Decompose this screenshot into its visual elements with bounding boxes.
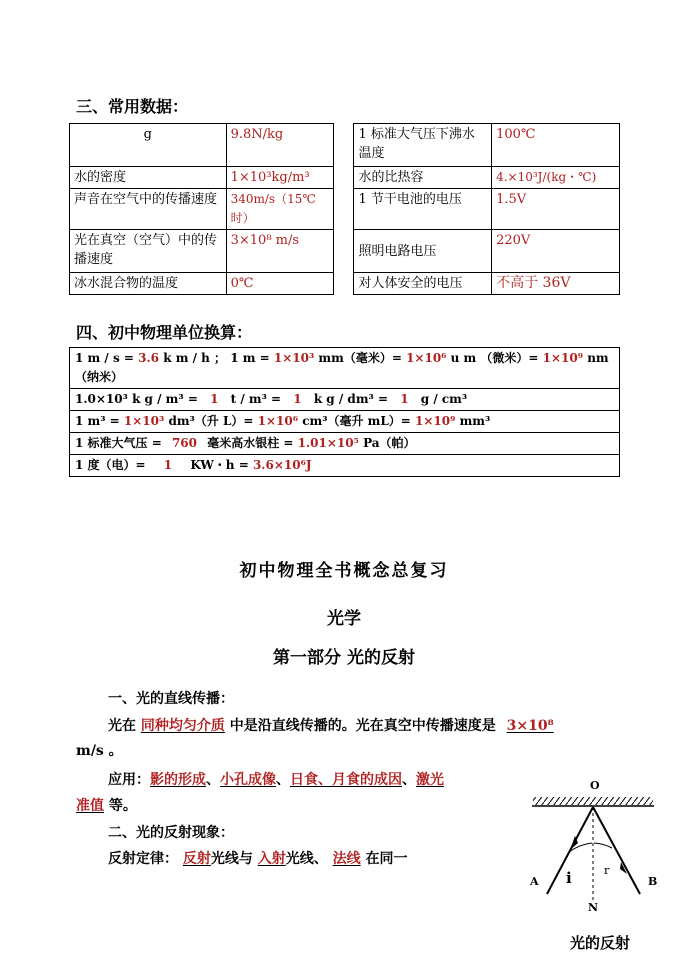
label-cell: 水的比热容 [354, 167, 492, 189]
label-cell: 冰水混合物的温度 [70, 273, 227, 295]
table-row [70, 455, 620, 477]
mirror-hatching [533, 797, 653, 805]
table-row [70, 124, 620, 167]
law-line: 反射定律： 反射光线与 入射光线、 法线 在同一 [108, 851, 408, 867]
value-cell: 4.×10³J/(kg・℃) [492, 167, 620, 189]
blank-app-1: 影的形成 [150, 772, 206, 788]
blank-app-3: 日食、月食的成因 [290, 772, 402, 788]
label-cell: 1 节干电池的电压 [354, 189, 492, 230]
label-cell: 光在真空（空气）中的传播速度 [70, 230, 227, 273]
reflection-diagram [520, 770, 680, 930]
table-row [70, 389, 620, 411]
blank-app-4: 激光 [416, 772, 444, 788]
figure-caption: 光的反射 [569, 934, 630, 952]
value-cell: 9.8N/kg [226, 124, 333, 167]
label-a: A [530, 875, 539, 888]
units-row-2: 1.0×10³ k g / m³ = 1 t / m³ = 1 k g / dm³ = 1 g / cm³ [70, 389, 620, 411]
subject-title: 光学 [327, 609, 361, 629]
table-row [70, 167, 620, 189]
s2-heading: 二、光的反射现象： [108, 825, 234, 841]
label-r: r [604, 864, 610, 877]
page-title: 初中物理全书概念总复习 [239, 561, 449, 581]
table-row [70, 273, 620, 295]
value-cell: 不高于 36V [492, 273, 620, 295]
value-cell: 340m/s（15℃时） [226, 189, 333, 230]
blank-law-3: 法线 [332, 851, 361, 867]
s1-line1: 光在 同种均匀介质 中是沿直线传播的。光在真空中传播速度是 3×10⁸ [108, 716, 628, 736]
blank-app-2: 小孔成像 [220, 772, 276, 788]
blank-law-2: 入射 [257, 851, 286, 867]
blank-app-5: 准值 [76, 798, 104, 814]
table-row [70, 189, 620, 230]
label-cell: 对人体安全的电压 [354, 273, 492, 295]
value-cell: 3×10⁸ m/s [226, 230, 333, 273]
table-row [70, 433, 620, 455]
s1-line2: m/s 。 [76, 743, 123, 759]
blank-law-1: 反射 [182, 851, 211, 867]
table-row [70, 411, 620, 433]
label-cell: g [70, 124, 227, 167]
label-n: N [588, 901, 599, 914]
value-cell: 1.5V [492, 189, 620, 230]
value-cell: 100℃ [492, 124, 620, 167]
table-row [70, 230, 620, 273]
constants-table [69, 123, 620, 295]
label-cell: 1 标准大气压下沸水温度 [354, 124, 492, 167]
label-cell: 照明电路电压 [354, 230, 492, 273]
label-b: B [648, 875, 658, 888]
label-cell: 水的密度 [70, 167, 227, 189]
label-i: i [566, 869, 572, 887]
section4-heading: 四、初中物理单位换算： [76, 323, 253, 342]
units-row-3: 1 m³ = 1×10³ dm³（升 L）= 1×10⁶ cm³（毫升 mL）= 1×10⁹ mm³ [70, 411, 620, 433]
label-cell: 声音在空气中的传播速度 [70, 189, 227, 230]
value-cell: 0℃ [226, 273, 333, 295]
value-cell: 1×10³kg/m³ [226, 167, 333, 189]
blank-speed: 3×10⁸ [506, 718, 554, 734]
blank-medium: 同种均匀介质 [140, 718, 225, 734]
units-table [69, 347, 620, 477]
units-row-1: 1 m / s = 3.6 k m / h ； 1 m = 1×10³ mm（毫米）= 1×10⁶ u m （微米）= 1×10⁹ nm（纳米） [70, 348, 620, 389]
applications-line-2: 准值 等。 [76, 798, 137, 814]
units-row-5: 1 度（电）= 1 KW・h = 3.6×10⁶J [70, 455, 620, 477]
part-title: 第一部分 光的反射 [273, 648, 415, 668]
table-row [70, 348, 620, 389]
section3-heading: 三、常用数据： [76, 97, 189, 116]
applications-line: 应用：影的形成、小孔成像、日食、月食的成因、激光 [108, 772, 444, 788]
value-cell: 220V [492, 230, 620, 273]
label-o: O [590, 779, 600, 792]
s1-heading: 一、光的直线传播： [108, 691, 234, 707]
reflection-angle-arc [594, 843, 612, 848]
units-row-4: 1 标准大气压 = 760 毫米高水银柱 = 1.01×10⁵ Pa（帕） [70, 433, 620, 455]
reflected-ray [593, 807, 640, 894]
